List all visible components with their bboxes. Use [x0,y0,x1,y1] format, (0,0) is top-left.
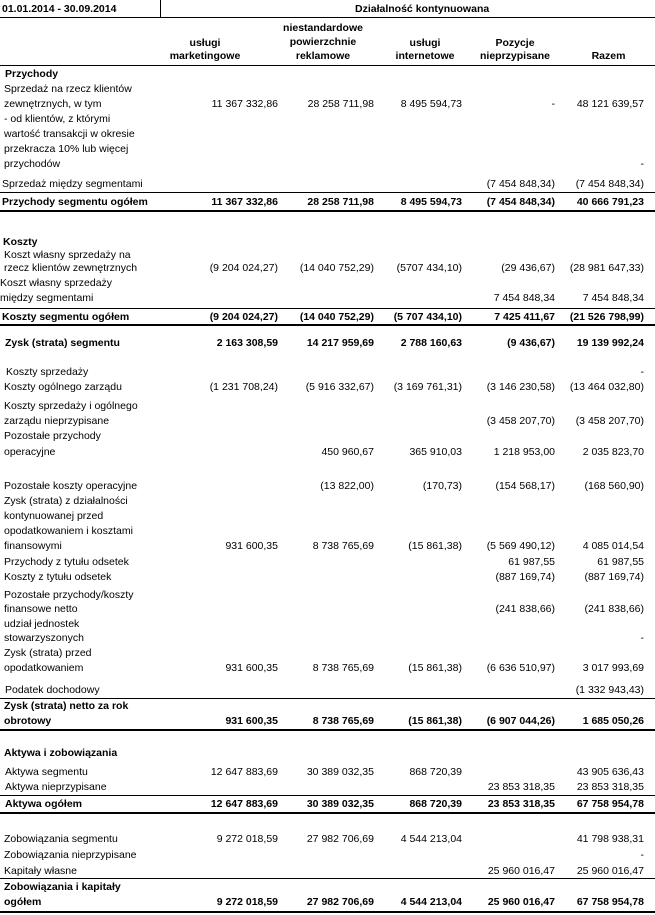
row-value: 4 544 213,04 [400,896,462,908]
row-value: (14 040 752,29) [299,311,374,323]
row-value: (13 822,00) [320,480,374,492]
col-header-5: Razem [591,50,626,62]
row-label: udział jednostek [4,618,80,630]
row-value: (6 636 510,97) [486,662,555,674]
rule-sales [0,192,655,193]
row-value: 40 666 791,23 [576,196,644,208]
row-value: 11 367 332,86 [211,196,278,208]
row-value: - [640,849,644,861]
row-label: Zobowiązania segmentu [4,833,118,845]
row-value: 2 788 160,63 [400,337,462,349]
row-value: 8 495 594,73 [400,98,462,110]
row-value: (15 861,38) [408,662,462,674]
col-header-2b: powierzchnie [289,36,357,48]
col-header-1a: usługi [189,37,221,49]
row-value: (5 916 332,67) [305,381,374,393]
row-value: (168 560,90) [584,480,644,492]
row-label: między segmentami [0,292,94,304]
row-value: 48 121 639,57 [576,98,644,110]
row-value: - [640,158,644,170]
row-label: Aktywa nieprzypisane [5,781,107,793]
row-value: (5 569 490,12) [486,540,555,552]
row-label: zarządu nieprzypisane [4,415,110,427]
row-value: 8 738 765,69 [312,715,374,727]
row-value: 12 647 883,69 [210,798,278,810]
row-value: (15 861,38) [408,540,462,552]
row-value: (5 707 434,10) [393,311,462,323]
row-value: 19 139 992,24 [576,337,644,349]
row-label: Koszt własny sprzedaży na [4,249,131,261]
row-value: 28 258 711,98 [307,98,374,110]
row-value: 25 960 016,47 [487,865,555,877]
col-header-2c: reklamowe [295,50,351,62]
col-header-1b: marketingowe [169,50,241,62]
row-label: Pozostałe przychody/koszty [4,589,134,601]
row-value: 27 982 706,69 [306,833,374,845]
row-value: - [640,632,644,644]
row-value: (29 436,67) [501,262,555,274]
row-value: 12 647 883,69 [210,766,278,778]
row-label: zewnętrznych, w tym [4,98,102,110]
rule-assets-total [0,812,655,814]
row-label: kontynuowanej przed [4,510,104,522]
section-aktywa: Aktywa i zobowiązania [4,747,118,759]
row-value: 8 495 594,73 [400,196,462,208]
rule-costs-total [0,324,655,326]
col-header-3a: usługi [409,37,441,49]
row-value: 30 389 032,35 [306,798,374,810]
row-value: (28 981 647,33) [569,262,644,274]
row-value: 931 600,35 [225,540,278,552]
row-value: 7 454 848,34 [582,292,644,304]
row-value: 931 600,35 [225,715,278,727]
col-header-4a: Pozycje [495,37,535,49]
row-label: Przychody segmentu ogółem [2,196,148,208]
row-label: Koszty z tytułu odsetek [4,571,112,583]
row-value: 25 960 016,47 [576,865,644,877]
row-label: przychodów [4,158,61,170]
row-value: 1 218 953,00 [493,446,555,458]
row-value: (15 861,38) [408,715,462,727]
row-value: 23 853 318,35 [487,781,555,793]
row-value: 67 758 954,78 [576,896,644,908]
row-label: - od klientów, z którymi [4,113,111,125]
row-value: 4 085 014,54 [582,540,644,552]
row-label: Koszt własny sprzedaży [0,277,113,289]
rule-equity [0,878,655,879]
col-header-4b: nieprzypisane [479,50,551,62]
row-value: (9 204 024,27) [209,311,278,323]
header-rule [0,17,655,18]
row-value: (887 169,74) [584,571,644,583]
row-label: finansowe netto [4,603,78,615]
row-value: (9 204 024,27) [209,262,278,274]
rule-assets [0,795,655,796]
row-label: ogółem [4,896,42,908]
period-label: 01.01.2014 - 30.09.2014 [2,3,117,15]
row-label: Zobowiązania nieprzypisane [4,849,137,861]
row-label: Zobowiązania i kapitały [4,881,121,893]
row-value: 4 544 213,04 [400,833,462,845]
row-value: 8 738 765,69 [312,540,374,552]
row-value: 7 454 848,34 [493,292,555,304]
row-value: 27 982 706,69 [306,896,374,908]
rule-tax [0,698,655,699]
row-value: (3 169 761,31) [393,381,462,393]
row-label: Koszty sprzedaży [6,366,89,378]
row-value: 1 685 050,26 [582,715,644,727]
section-przychody: Przychody [5,68,59,80]
row-value: 3 017 993,69 [582,662,644,674]
row-value: 2 163 308,59 [216,337,278,349]
row-value: 41 798 938,31 [576,833,644,845]
row-value: (5707 434,10) [396,262,462,274]
rule-revenue-total [0,210,655,212]
row-value: (170,73) [422,480,462,492]
row-value: 868 720,39 [409,766,462,778]
row-value: (9 436,67) [507,337,555,349]
row-value: 23 853 318,35 [487,798,555,810]
group-header: Działalność kontynuowana [355,3,490,15]
row-value: 14 217 959,69 [306,337,374,349]
row-value: (241 838,66) [584,603,644,615]
row-value: 7 425 411,67 [494,311,555,323]
row-label: Podatek dochodowy [5,684,100,696]
row-value: 450 960,67 [321,446,374,458]
row-value: (241 838,66) [495,603,555,615]
col-header-3b: internetowe [395,50,455,62]
row-value: (6 907 044,26) [486,715,555,727]
rule-final [0,911,655,913]
row-value: (13 464 032,80) [569,381,644,393]
row-value: 67 758 954,78 [576,798,644,810]
row-label: Aktywa ogółem [5,798,83,810]
row-value: (7 454 848,34) [486,196,555,208]
row-label: obrotowy [4,715,52,727]
row-value: (1 231 708,24) [209,381,278,393]
row-label: operacyjne [4,446,56,458]
rule-net [0,729,655,731]
row-label: Zysk (strata) segmentu [5,337,120,349]
row-value: 9 272 018,59 [216,833,278,845]
header-divider [160,0,161,18]
header-bottom-rule [0,65,655,66]
row-value: 25 960 016,47 [487,896,555,908]
row-label: Zysk (strata) przed [4,647,92,659]
row-value: (1 332 943,43) [575,684,644,696]
row-label: Aktywa segmentu [5,766,88,778]
row-label: Zysk (strata) z działalności [4,495,128,507]
row-value: (7 454 848,34) [575,178,644,190]
row-value: (3 458 207,70) [575,415,644,427]
row-value: 2 035 823,70 [582,446,644,458]
row-label: przekracza 10% lub więcej [4,143,129,155]
row-value: (7 454 848,34) [486,178,555,190]
row-value: (21 526 798,99) [569,311,644,323]
row-label: Koszty segmentu ogółem [2,311,130,323]
row-label: stowarzyszonych [4,632,84,644]
row-value: 61 987,55 [508,556,555,568]
row-value: - [640,366,644,378]
row-label: Zysk (strata) netto za rok [4,700,129,712]
row-label: Sprzedaż na rzecz klientów [4,83,132,95]
row-label: opodatkowaniem i kosztami [4,525,133,537]
row-label: Koszty sprzedaży i ogólnego [4,400,138,412]
col-header-2a: niestandardowe [283,22,363,34]
row-value: (3 458 207,70) [486,415,555,427]
row-value: 9 272 018,59 [216,896,278,908]
row-label: Pozostałe przychody [4,430,101,442]
row-label: rzecz klientów zewnętrznych [4,262,138,274]
row-label: Pozostałe koszty operacyjne [4,480,138,492]
row-label: Kapitały własne [4,865,77,877]
rule-costs [0,308,655,309]
row-value: 868 720,39 [409,798,462,810]
row-label: Przychody z tytułu odsetek [4,556,129,568]
row-value: (154 568,17) [495,480,555,492]
row-label: wartość transakcji w okresie [4,128,135,140]
row-value: (3 146 230,58) [486,381,555,393]
row-value: (14 040 752,29) [299,262,374,274]
row-value: 28 258 711,98 [307,196,374,208]
row-value: 30 389 032,35 [306,766,374,778]
row-value: 8 738 765,69 [312,662,374,674]
row-value: 365 910,03 [409,446,462,458]
section-koszty: Koszty [3,236,38,248]
row-value: 61 987,55 [597,556,644,568]
row-value: 43 905 636,43 [576,766,644,778]
row-value: 11 367 332,86 [211,98,278,110]
row-value: 931 600,35 [225,662,278,674]
row-label: Sprzedaż między segmentami [2,178,143,190]
row-value: 23 853 318,35 [576,781,644,793]
row-label: finansowymi [4,540,62,552]
row-label: opodatkowaniem [4,662,84,674]
row-label: Koszty ogólnego zarządu [4,381,122,393]
row-value: (887 169,74) [495,571,555,583]
row-value: - [551,98,555,110]
